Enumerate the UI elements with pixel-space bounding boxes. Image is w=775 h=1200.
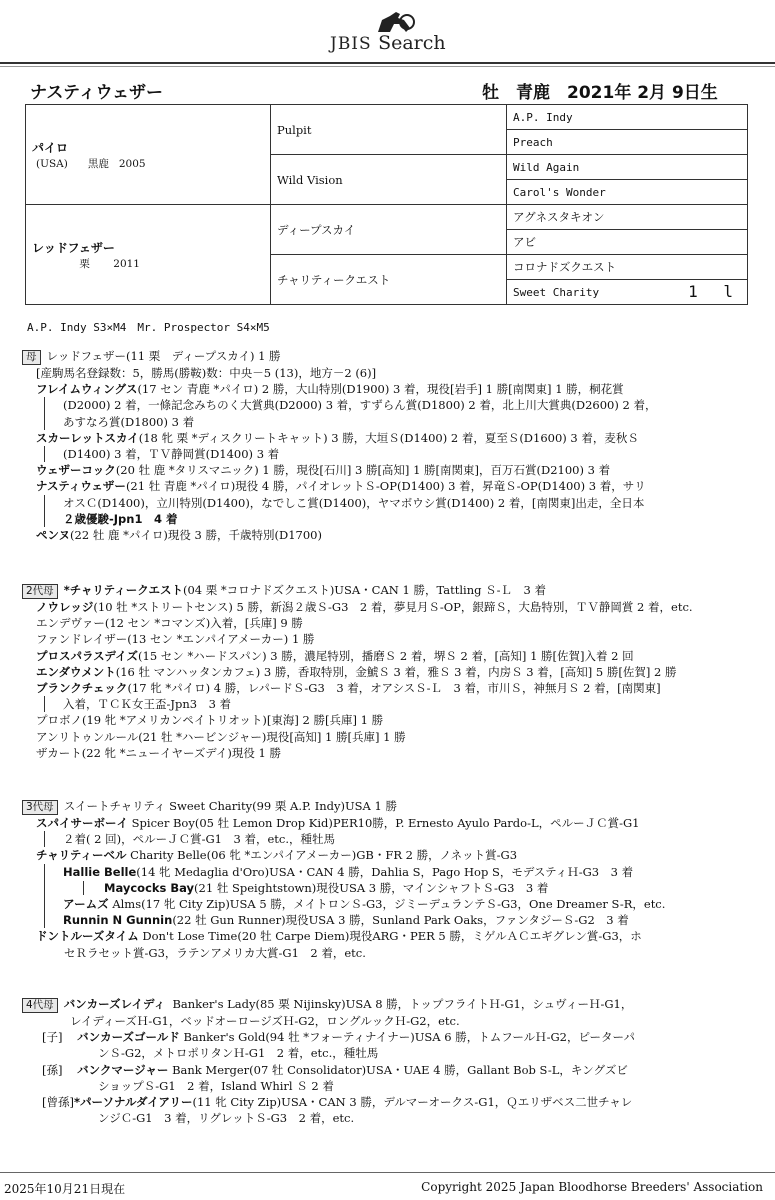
second-dam-name[interactable]: *チャリティークエスト: [63, 583, 183, 597]
dam-dam[interactable]: チャリティークエスト: [271, 255, 507, 305]
section-tag: 3代母: [22, 800, 58, 815]
generation-label: [子]: [42, 1030, 63, 1045]
dam-sire[interactable]: ディープスカイ: [271, 205, 507, 255]
page-header: [0, 0, 775, 62]
family-number: 1 l: [688, 282, 741, 301]
offspring-name[interactable]: Runnin N Gunnin: [63, 913, 173, 928]
sire-details: (USA) 黒鹿 2005: [36, 157, 146, 170]
offspring-stats: [産駒馬名登録数：5，勝馬(勝鞍)数：中央－5 (13)，地方－2 (6)]: [36, 366, 377, 380]
footer-date: 2025年10月21日現在: [4, 1182, 126, 1196]
section-tag: 2代母: [22, 584, 58, 599]
dam-details: 栗 2011: [79, 257, 140, 270]
horse-info: 牡 青鹿 2021年 2月 9日生: [482, 83, 718, 103]
g3-cell[interactable]: アグネスタキオン: [507, 205, 748, 230]
offspring-line: エンデヴァー(12 セン *コマンズ)入着，[兵庫] 9 勝: [36, 616, 303, 631]
descendant-name[interactable]: バンクマージャー: [77, 1062, 169, 1077]
dam-cell: [26, 205, 271, 305]
generation-label: [曾孫]: [42, 1095, 74, 1110]
offspring-name[interactable]: ペンヌ: [36, 528, 71, 543]
section-tag: 4代母: [22, 998, 58, 1013]
horse-logo-icon: [370, 10, 416, 34]
sire-dam[interactable]: Wild Vision: [271, 155, 507, 205]
fourth-dam-name[interactable]: バンカーズレイディ: [63, 997, 166, 1011]
dam-summary: レッドフェザー(11 栗 ディープスカイ) 1 勝: [46, 349, 281, 363]
jbis-logo[interactable]: [330, 10, 460, 56]
offspring-line: ザカート(22 牝 *ニューイヤーズデイ)現役 1 勝: [36, 745, 281, 760]
sire-sire[interactable]: Pulpit: [271, 105, 507, 155]
offspring-name[interactable]: Maycocks Bay: [104, 880, 195, 895]
logo-text: JBIS Search: [330, 32, 446, 54]
g3-cell[interactable]: Wild Again: [507, 155, 748, 180]
horse-title-row: [30, 78, 730, 104]
offspring-line: ファンドレイザー(13 セン *エンパイアメーカー) 1 勝: [36, 632, 315, 647]
g3-cell[interactable]: Preach: [507, 130, 748, 155]
g3-name[interactable]: Sweet Charity: [513, 285, 600, 299]
g3-cell[interactable]: A.P. Indy: [507, 105, 748, 130]
g3-cell-last: [507, 280, 748, 305]
section-tag: 母: [22, 350, 41, 365]
pedigree-table: [25, 104, 748, 305]
descendant-name[interactable]: バンカーズゴールド: [77, 1030, 180, 1045]
offspring-line: プロボノ(19 牝 *アメリカンペイトリオット)[東海] 2 勝[兵庫] 1 勝: [36, 713, 384, 728]
sire-name[interactable]: パイロ: [32, 140, 69, 155]
offspring-name[interactable]: ナスティウェザー: [36, 479, 126, 494]
g3-cell[interactable]: コロナドズクエスト: [507, 255, 748, 280]
header-rule-thin: [0, 66, 775, 67]
offspring-name[interactable]: チャリティーベル: [36, 848, 127, 863]
offspring-name[interactable]: ドントルーズタイム: [36, 929, 139, 944]
offspring-name[interactable]: プロスパラスデイズ: [36, 648, 139, 663]
offspring-name[interactable]: フレイムウィングス: [36, 382, 138, 397]
section-fourth-dam: 4代母 バンカーズレイディ Banker's Lady(85 栗 Nijinsky)USA 8 勝，トップフライトＨ-G1，シュヴィーＨ-G1， レイディーズＨ-G1，ベッドオーロージズＨ-G2，ロングルックＨ-G2，etc. [子] バンカーズゴールド Banker's Gold(94 牡 *フォーティナイナー)USA 6 勝，トムフールＨ-G2，ピーターパ ンＳ-G2，メトロポリタンＨ-G1 2 着，etc.，種牡馬 [孫] バンクマージャー Bank Merger(07 牡 Consolidator)USA・UAE 4 勝，Gallant Bob S-L，キングズビ ショップＳ-G1 2 着，Island Whirl Ｓ 2 着 [曾孫]*パーソナルダイアリー(11 牝 City Zip)USA・CAN 3 勝，デルマーオークス-G1，Ｑエリザベス二世チャレ ンジＣ-G1 3 着，リグレットＳ-G3 2 着，etc.: [22, 996, 752, 1126]
offspring-line: アンリトゥンルール(21 牡 *ハービンジャー)現役[高知] 1 勝[兵庫] 1 勝: [36, 729, 406, 744]
horse-name: ナスティウェザー: [30, 83, 163, 103]
offspring-name[interactable]: ブランクチェック: [36, 681, 128, 696]
footer-copyright: Copyright 2025 Japan Bloodhorse Breeders' Association: [421, 1180, 763, 1194]
offspring-name[interactable]: スカーレットスカイ: [36, 430, 139, 445]
offspring-name[interactable]: ウェザーコック: [36, 463, 116, 478]
footer-rule: [0, 1172, 775, 1173]
g3-cell[interactable]: アビ: [507, 230, 748, 255]
offspring-name[interactable]: Hallie Belle: [63, 864, 137, 879]
section-dam: 母 レッドフェザー(11 栗 ディープスカイ) 1 勝 [産駒馬名登録数：5，勝馬(勝鞍)数：中央－5 (13)，地方－2 (6)] フレイムウィングス(17 セン 青鹿 *パイロ) 2 勝，大山特別(D1900) 3 着，現役[岩手] 1 勝[南関東] 1 勝，桐花賞 (D2000) 2 着，一條記念みちのく大賞典(D2000) 3 着，すずらん賞(D1800) 2 着，北上川大賞典(D2600) 2 着， あすなろ賞(D1800) 3 着 スカーレットスカイ(18 牝 栗 *ディスクリートキャット) 3 勝，大垣Ｓ(D1400) 2 着，夏至Ｓ(D1600) 3 着，麦秋Ｓ (D1400) 3 着，ＴＶ静岡賞(D1400) 3 着 ウェザーコック(20 牡 鹿 *タリスマニック) 1 勝，現役[石川] 3 勝[高知] 1 勝[南関東]，百万石賞(D2100) 3 着 ナスティウェザー(21 牡 青鹿 *パイロ)現役 4 勝，パイオレットＳ-OP(D1400) 3 着，昇竜Ｓ-OP(D1400) 3 着，サリ オスＣ(D1400)，立川特別(D1400)，なでしこ賞(D1400)，ヤマボウシ賞(D1400) 2 着，[南関東]出走，全日本 ２歳優駿-Jpn1 4 着 ペンヌ(22 牡 鹿 *パイロ)現役 3 勝，千歳特別(D1700): [22, 348, 752, 543]
sire-cell: [26, 105, 271, 205]
descendant-name[interactable]: *パーソナルダイアリー: [73, 1095, 193, 1110]
dam-name[interactable]: レッドフェザー: [32, 240, 115, 255]
section-third-dam: 3代母 スイートチャリティ Sweet Charity(99 栗 A.P. Indy)USA 1 勝 スパイサーボーイ Spicer Boy(05 牡 Lemon Drop Kid)PER10勝，P. Ernesto Ayulo Pardo-L，ペルーＪＣ賞-G1 ２着( 2 回)，ペルーＪＣ賞-G1 3 着，etc.，種牡馬 チャリティーベル Charity Belle(06 牝 *エンパイアメーカー)GB・FR 2 勝，ノネット賞-G3 Hallie Belle(14 牝 Medaglia d'Oro)USA・CAN 4 勝，Dahlia S，Pago Hop S，モデスティＨ-G3 3 着 Maycocks Bay(21 牡 Speightstown)現役USA 3 勝，マインシャフトＳ-G3 3 着 アームズ Alms(17 牝 City Zip)USA 5 勝，メイトロンＳ-G3，ジミーデュランテＳ-G3，One Dreamer S-R，etc. Runnin N Gunnin(22 牡 Gun Runner)現役USA 3 勝，Sunland Park Oaks，ファンタジーＳ-G2 3 着 ドントルーズタイム Don't Lose Time(20 牡 Carpe Diem)現役ARG・PER 5 勝，ミゲルＡＣエギグレン賞-G3，ホ セＲラセット賞-G3，ラテンアメリカ大賞-G1 2 着，etc.: [22, 798, 752, 961]
offspring-name[interactable]: アームズ: [63, 897, 109, 912]
inbreeding-line: A.P. Indy S3×M4 Mr. Prospector S4×M5: [27, 321, 270, 334]
generation-label: [孫]: [42, 1062, 63, 1077]
offspring-name[interactable]: エンダウメント: [36, 664, 116, 679]
offspring-name[interactable]: ノウレッジ: [36, 600, 94, 614]
g3-cell[interactable]: Carol's Wonder: [507, 180, 748, 205]
header-rule: [0, 62, 775, 64]
third-dam-line: スイートチャリティ Sweet Charity(99 栗 A.P. Indy)USA 1 勝: [63, 799, 397, 813]
offspring-name[interactable]: スパイサーボーイ: [36, 816, 128, 830]
section-second-dam: 2代母 *チャリティークエスト(04 栗 *コロナドズクエスト)USA・CAN 1 勝，Tattling Ｓ-Ｌ 3 着 ノウレッジ(10 牡 *ストリートセンス) 5 勝，新潟２歳Ｓ-G3 2 着，夢見月Ｓ-OP，銀蹄Ｓ，大島特別，ＴＶ静岡賞 2 着，etc. エンデヴァー(12 セン *コマンズ)入着，[兵庫] 9 勝 ファンドレイザー(13 セン *エンパイアメーカー) 1 勝 プロスパラスデイズ(15 セン *ハードスパン) 3 勝，濃尾特別，播磨Ｓ 2 着，堺Ｓ 2 着，[高知] 1 勝[佐賀]入着 2 回 エンダウメント(16 牡 マンハッタンカフェ) 3 勝，香取特別，金鯱Ｓ 3 着，雅Ｓ 3 着，内房Ｓ 3 着，[高知] 5 勝[佐賀] 2 勝 ブランクチェック(17 牝 *パイロ) 4 勝，レパードＳ-G3 3 着，オアシスＳ-Ｌ 3 着，市川Ｓ，神無月Ｓ 2 着，[南関東] 入着，ＴＣＫ女王盃-Jpn3 3 着 プロボノ(19 牝 *アメリカンペイトリオット)[東海] 2 勝[兵庫] 1 勝 アンリトゥンルール(21 牡 *ハービンジャー)現役[高知] 1 勝[兵庫] 1 勝 ザカート(22 牝 *ニューイヤーズデイ)現役 1 勝: [22, 582, 752, 761]
